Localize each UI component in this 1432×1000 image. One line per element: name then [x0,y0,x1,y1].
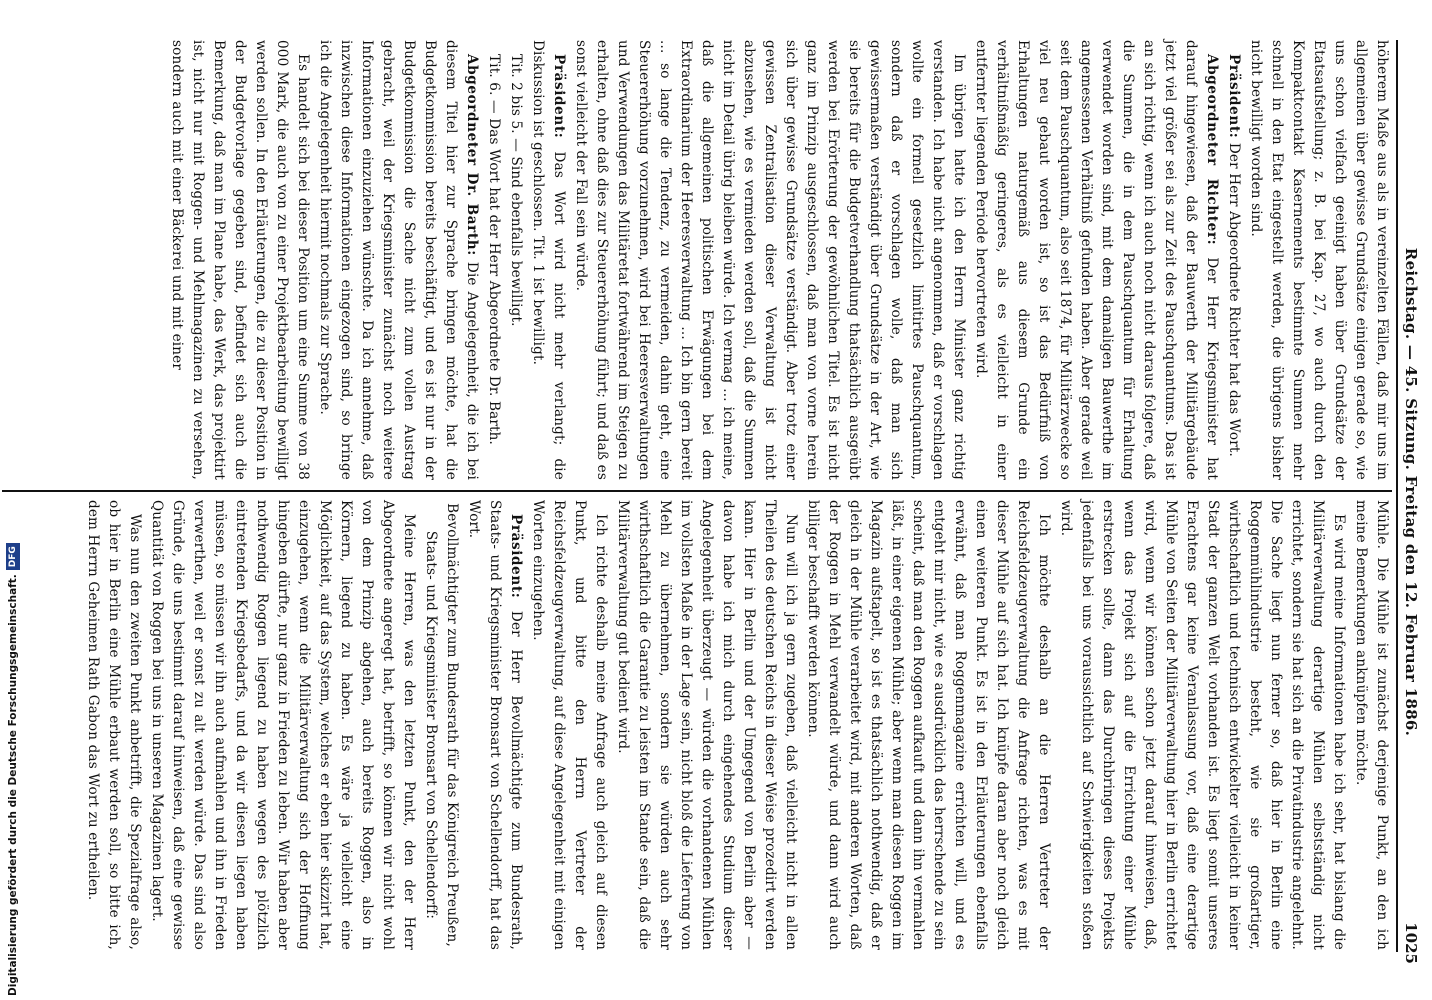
speaker-name: Abgeordneter Richter: [1204,54,1220,246]
paragraph [570,40,969,480]
paragraph [802,500,1054,950]
paragraph-text: Die Angelegenheit, die ich bei diesem Titel hier zur Sprache bringen möchte, hat die Budgetkommission bereits beschäftigt, und es ist nur in der Budgetkommission die Sache nicht zum vollen Austrag gebracht, weil der Kriegsminister zunächst noch weitere Informationen einzuziehen wünschte. Da ich annehme, daß inzwischen diese Informationen eingezogen sind, so bringe ich die Angelegenheit hiermit nochmals zur Sprache. [317,40,480,481]
paragraph-text: höherem Maße aus als in vereinzelten Fällen, daß mir uns im allgemeinen über gewisse Grundsätze einigen gerade so, wie uns schon vielfach geeinigt haben über Grundsätze der Etatsaufstellung; z. B. bei Kap. 27, wo auch durch den Kompaktcontakt Kasernements bestimmte Summen mehr schnell in den Etat eingestellt werden, die übrigens bisher nicht bewilligt worden sind. [1248,40,1390,480]
paragraph [1245,40,1392,480]
paragraph-text: Ich möchte deshalb an die Herren Vertreter der Reichsfeldzeugverwaltung die Anfrage richten, was es mit dieser Mühle auf sich hat. Ich knüpfe daran aber noch gleich einen weiteren Punkt. Es ist in den Erläuterungen ebenfalls erwähnt, daß man Roggenmagazine errichten will, und es entgeht mir nicht, wie es ausdrücklich das herrschende zu sein scheint, daß man den Roggen aufkauft und dann ihn vermahlen läßt, in einer eigenen Mühle; aber wenn man diesen Roggen im Magazin aufstapelt, so ist es thatsächlich nothwendig, daß er gleich in der Mühle verarbeitet wird, mit anderen Worten, daß der Roggen in Mehl verwandelt würde, und dann wird auch billiger beschafft werden können. [805,500,1052,950]
paragraph [420,500,462,950]
paragraph [970,40,1222,480]
paragraph-text: Was nun den zweiten Punkt anbetrifft, die Spezialfrage also, ob hier in Berlin eine Mühle erbaut werden soll, so bitte ich, dem Herrn Geheimen Rath Gabon das Wort zu ertheilen. [85,500,143,950]
paragraph-text: Meine Herren, was den letzten Punkt, den der Herr Abgeordnete angeregt hat, betrifft, so können wir nicht wohl von dem Prinzip abgehen, auch bereits Roggen, also in Körnern, liegend zu haben. Es wäre ja vielleicht eine Möglichkeit, auf das System, welches er eben hier skizzirt hat, einzugehen, wenn die Militärverwaltung sich der Hoffnung hingeben dürfte, nur ganz in Frieden zu leben. Wir haben aber nothwendig Roggen liegend zu haben wegen des plötzlich eintretenden Kriegsbedarfs, und da wir diesen liegen haben müssen, so müssen wir ihn auch aufmahlen und ihn in Frieden verwerthen, weil er sonst zu alt werden würde. Das sind also Gründe, die uns bestimmt darauf hinweisen, daß eine gewisse Quantität von Roggen bei uns in unseren Magazinen lagert. [149,500,417,950]
paragraph-text: Im übrigen hatte ich den Herrn Minister ganz richtig verstanden. Ich habe nicht angenommen, daß er vorschlagen wollte ein formell gesetzlich limitirtes Pauschquantum, sondern daß er vorschlagen wolle, daß man sich gewissermaßen verständigt über Grundsätze in der Art, wie sie bereits für die Budgetverhandlung thatsächlich ausgeübt werden bei Erörterung der gewöhnlichen Titel. Es ist nicht ganz im Prinzip ausgeschlossen, daß man von vorne herein sich über gewisse Grundsätze verständigt. Aber trotz einer gewissen Zentralisation dieser Verwaltung ist nicht abzusehen, wie es vermieden werden soll, daß die Summen nicht im Detail übrig bleiben würde. Ich vermag ... ich meine, daß die allgemeinen politischen Erwägungen bei dem Extraordinarium der Heeresverwaltung ... Ich bin gern bereit ... so lange die Tendenz, zu vermeiden, dahin geht, eine Steuererhöhung vorzunehmen, wird bei Heeresverwaltungen und Verwendungen das Militäretat fortwährend im Steigen zu erhalten, ohne daß dies zur Steuererhöhung führt; und daß es sonst vielleicht der Fall sein würde. [573,40,967,480]
paragraph-text: Der Herr Kriegsminister hat darauf hingewiesen, daß der Bauwerth der Militärgebäude jetzt viel größer sei als zur Zeit des Pauschquantums. Das ist an sich richtig, wenn ich auch noch nicht daraus folgere, daß die Summen, die in dem Pauschquantum für Erhaltung verwendet worden sind, mit dem damaligen Bauwerthe im angemessenen Verhältniß gefunden haben. Aber gerade weil seit dem Pauschquantum, also seit 1874, für Militärzwecke so viel neu gebaut worden ist, so ist das Bedürfniß von Erhaltungen naturgemäß aus diesem Grunde ein verhältnißmäßig geringeres, als es vielleicht in einer entfernter liegenden Periode hervortreten wird. [973,40,1220,480]
paragraph-text: Tit. 6. — Das Wort hat der Herr Abgeordnete Dr. Barth. [486,54,502,446]
paragraph-text: Es wird meine Informationen habe ich sehr, hat bislang die Militärverwaltung derartige Mühlen selbstständig nicht errichtet, sondern sie hat sich an die Privatindustrie angelehnt. Die Sache liegt nun ferner so, daß hier in Berlin eine Roggenmühlindustrie besteht, wie sie großartiger, wirthschaftlich und technisch entwickelter vielleicht in keiner Stadt der ganzen Welt vorhanden ist. Es liegt somit unseres Erachtens gar keine Veranlassung vor, daß eine derartige Mühle von Seiten der Militärverwaltung hier in Berlin errichtet wird, wenn wir können schon jetzt darauf hinweisen, daß, wenn das Projekt sich auf die Errichtung einer Mühle erstrecken sollte, dann das Durchbringen dieses Projekts jedenfalls bei uns voraussichtlich auf Schwierigkeiten stoßen wird. [1058,500,1347,950]
paragraph [1350,500,1392,950]
speaker-name: Abgeordneter Dr. Barth: [464,54,480,256]
paragraph-text: Mühle. Die Mühle ist zunächst derjenige Punkt, an den ich meine Bemerkungen anknüpfen möchte. [1353,500,1390,950]
paragraph [612,500,801,950]
paragraph-text: Tit. 2 bis 5. — Sind ebenfalls bewilligt. [508,54,524,327]
paragraph [463,500,526,950]
paragraph [146,500,419,950]
paragraph [505,40,526,480]
paragraph-text: Ich richte deshalb meine Anfrage auch gleich auf diesen Punkt, und bitte den Herrn Vertreter der Reichsfeldzeugverwaltung, auf diese Angelegenheit mit einigen Worten einzugehen. [530,500,609,950]
paragraph-text: Bevollmächtigter zum Bundesrath für das Königreich Preußen, Staats- und Kriegsminister Bronsart von Schellendorff: [423,503,460,947]
paragraph [314,40,482,480]
column-left [165,40,1392,480]
digitization-footer [3,546,23,996]
paragraph-text: Der Herr Abgeordnete Richter hat das Wort. [1226,142,1242,457]
paragraph [527,500,611,950]
paragraph [483,40,504,480]
header-left-text: Reichstag. — 45. Sitzung. [1402,247,1420,471]
header-right-text: Freitag den 12. Februar 1886. [1402,475,1420,737]
paragraph [1223,40,1244,480]
paragraph-text: Der Herr Bevollmächtigte zum Bundesrath, Staats- und Kriegsminister Bronsart von Schellendorff, hat das Wort. [466,500,524,950]
paragraph [527,40,569,480]
footer-text: Digitalisierung gefördert durch die Deutsche Forschungsgemeinschaft. [7,574,19,996]
dfg-logo: DFG [6,543,20,570]
paragraph [82,500,145,950]
column-right [81,500,1392,950]
speaker-name: Präsident: [1226,54,1242,139]
column-divider [2,490,1392,492]
page-header [1400,40,1420,964]
paragraph-text: Das Wort wird nicht mehr verlangt; die Diskussion ist geschlossen. Tit. 1 ist bewilligt. [530,40,567,481]
paragraph [1055,500,1349,950]
speaker-name: Präsident: [508,514,524,599]
header-rule [1396,40,1398,952]
paragraph-text: Nun will ich ja gern zugeben, daß vielleicht nicht in allen Theilen des deutschen Reichs in dieser Weise prozedirt werden kann. Hier in Berlin und der Umgegend von Berlin aber — davon habe ich mich durch eingehendes Studium dieser Angelegenheit überzeugt — würden die vorhandenen Mühlen im vollsten Maße in der Lage sein, nicht bloß die Lieferung von Mehl zu übernehmen, sondern sie würden auch sehr wirthschaftlich die Garantie zu leisten im Stande sein, daß die Militärverwaltung gut bedient wird. [615,500,799,950]
header-title [1402,40,1420,944]
speaker-name: Präsident: [551,54,567,139]
page-number: 1025 [1402,922,1420,964]
paragraph [166,40,313,480]
paragraph-text: Es handelt sich bei dieser Position um eine Summe von 38 000 Mark, die auch von zu einer Projektbearbeitung bewilligt werden sollen. In den Erläuterungen, die zu dieser Position in der Budgetvorlage gegeben sind, befindet sich auch die Bemerkung, daß man im Plane habe, das Werk, das projektirt ist, nicht nur mit Roggen- und Mehlmagazinen zu versehen, sondern auch mit einer Bäckerei und mit einer [169,40,311,480]
